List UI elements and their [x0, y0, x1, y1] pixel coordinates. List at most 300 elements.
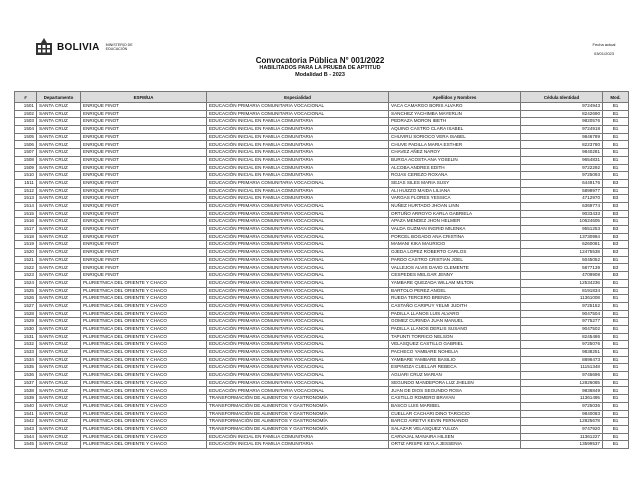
row-number-cell: 1527 [15, 302, 37, 310]
modality-cell: B3 [603, 249, 629, 257]
modality-cell: B1 [603, 387, 629, 395]
name-cell: SEGUNDO MANDEPORA LUZ JHELEN [389, 379, 521, 387]
table-row [15, 133, 629, 141]
modality-cell: B1 [603, 395, 629, 403]
table-row [15, 302, 629, 310]
id-cell: 8191834 [521, 287, 603, 295]
id-cell: 9836849 [521, 387, 603, 395]
department-cell: SANTA CRUZ [37, 210, 81, 218]
name-cell: VACA CAMARGO BORIS ALVARO [389, 103, 521, 111]
row-number-cell: 1538 [15, 387, 37, 395]
column-header: Mod. [603, 92, 629, 103]
row-number-cell: 1536 [15, 372, 37, 380]
institution-cell: ENRIQUE FINOT [81, 179, 207, 187]
table-row [15, 172, 629, 180]
title-line-3: Modalidad B - 2023 [295, 72, 345, 78]
modality-cell: B1 [603, 149, 629, 157]
name-cell: CHUVE PADILLA MARIA ESTHER [389, 141, 521, 149]
results-table [14, 91, 629, 449]
table-row [15, 187, 629, 195]
modality-cell: B1 [603, 118, 629, 126]
institution-cell: ENRIQUE FINOT [81, 210, 207, 218]
modality-cell: B1 [603, 441, 629, 449]
institution-cell: ENRIQUE FINOT [81, 156, 207, 164]
modality-cell: B1 [603, 110, 629, 118]
table-row [15, 141, 629, 149]
table-row [15, 233, 629, 241]
table-row [15, 425, 629, 433]
table-row [15, 156, 629, 164]
id-cell: 9654831 [521, 156, 603, 164]
modality-cell: B1 [603, 425, 629, 433]
institution-cell: ENRIQUE FINOT [81, 103, 207, 111]
specialty-cell: EDUCACIÓN INICIAL EN FAMILIA COMUNITARIA [207, 172, 389, 180]
department-cell: SANTA CRUZ [37, 287, 81, 295]
institution-cell: PLURIETNICA DEL ORIENTE Y CHACO [81, 310, 207, 318]
id-cell: 4712970 [521, 195, 603, 203]
name-cell: PEDRAZA MORON IBETH [389, 118, 521, 126]
modality-cell: B1 [603, 364, 629, 372]
table-row [15, 126, 629, 134]
specialty-cell: EDUCACIÓN PRIMARIA COMUNITARIA VOCACIONAL [207, 310, 389, 318]
id-cell: 5899977 [521, 187, 603, 195]
title-line-1: Convocatoria Pública N° 001/2022 [255, 56, 385, 65]
name-cell: APAZA MENDEZ JHON HELMER [389, 218, 521, 226]
id-cell: 9725076 [521, 341, 603, 349]
id-cell: 9725036 [521, 402, 603, 410]
department-cell: SANTA CRUZ [37, 126, 81, 134]
modality-cell: B1 [603, 187, 629, 195]
department-cell: SANTA CRUZ [37, 110, 81, 118]
specialty-cell: TRANSFORMACIÓN DE ALIMENTOS Y GASTRONOMÍA [207, 410, 389, 418]
institution-cell: ENRIQUE FINOT [81, 172, 207, 180]
specialty-cell: EDUCACIÓN INICIAL EN FAMILIA COMUNITARIA [207, 141, 389, 149]
table-row [15, 372, 629, 380]
table-row [15, 341, 629, 349]
id-cell: 9722292 [521, 164, 603, 172]
id-cell: 13730984 [521, 233, 603, 241]
modality-cell: B3 [603, 226, 629, 234]
table-row [15, 441, 629, 449]
id-cell: 6369774 [521, 202, 603, 210]
department-cell: SANTA CRUZ [37, 425, 81, 433]
id-cell: 8242690 [521, 110, 603, 118]
specialty-cell: EDUCACIÓN PRIMARIA COMUNITARIA VOCACIONAL [207, 233, 389, 241]
specialty-cell: EDUCACIÓN PRIMARIA COMUNITARIA VOCACIONAL [207, 302, 389, 310]
name-cell: BASCO LUIS MARIBEL [389, 402, 521, 410]
specialty-cell: EDUCACIÓN INICIAL EN FAMILIA COMUNITARIA [207, 441, 389, 449]
id-cell: 9840083 [521, 410, 603, 418]
column-header: Cédula Identidad [521, 92, 603, 103]
institution-cell: ENRIQUE FINOT [81, 272, 207, 280]
specialty-cell: EDUCACIÓN PRIMARIA COMUNITARIA VOCACIONAL [207, 218, 389, 226]
row-number-cell: 1526 [15, 295, 37, 303]
row-number-cell: 1506 [15, 141, 37, 149]
document-title [180, 56, 460, 79]
id-cell: 9725093 [521, 172, 603, 180]
modality-cell: B1 [603, 156, 629, 164]
id-cell: 11151348 [521, 364, 603, 372]
name-cell: CUELLAR CACHARI DINO TARCICIO [389, 410, 521, 418]
table-row [15, 241, 629, 249]
name-cell: PACHECO YAMBARE NOHELIA [389, 349, 521, 357]
table-row [15, 110, 629, 118]
name-cell: VALDA GUZMAN INGRID MILENKA [389, 226, 521, 234]
table-row [15, 272, 629, 280]
specialty-cell: EDUCACIÓN PRIMARIA COMUNITARIA VOCACIONAL [207, 372, 389, 380]
id-cell: 12825678 [521, 418, 603, 426]
modality-cell: B1 [603, 410, 629, 418]
modality-cell: B1 [603, 349, 629, 357]
modality-cell: B1 [603, 295, 629, 303]
name-cell: ESPINOZA CUELLAR REBECA [389, 364, 521, 372]
id-cell: 9840281 [521, 149, 603, 157]
name-cell: GOMEZ CURINDA JUAN MANUEL [389, 318, 521, 326]
id-cell: 8245486 [521, 333, 603, 341]
name-cell: OJEDA LOPEZ ROBERTO CARLOS [389, 249, 521, 257]
row-number-cell: 1522 [15, 264, 37, 272]
id-cell: 9846789 [521, 133, 603, 141]
specialty-cell: EDUCACIÓN PRIMARIA COMUNITARIA VOCACIONAL [207, 249, 389, 257]
specialty-cell: EDUCACIÓN PRIMARIA COMUNITARIA VOCACIONAL [207, 210, 389, 218]
table-row [15, 118, 629, 126]
row-number-cell: 1516 [15, 218, 37, 226]
table-body [15, 103, 629, 449]
modality-cell: B1 [603, 256, 629, 264]
modality-cell: B3 [603, 264, 629, 272]
specialty-cell: EDUCACIÓN INICIAL EN FAMILIA COMUNITARIA [207, 133, 389, 141]
name-cell: VALLEJOS ALVIS DAVID CLEMENTE [389, 264, 521, 272]
table-row [15, 149, 629, 157]
department-cell: SANTA CRUZ [37, 341, 81, 349]
department-cell: SANTA CRUZ [37, 164, 81, 172]
institution-cell: ENRIQUE FINOT [81, 149, 207, 157]
department-cell: SANTA CRUZ [37, 349, 81, 357]
department-cell: SANTA CRUZ [37, 325, 81, 333]
table-row [15, 249, 629, 257]
specialty-cell: EDUCACIÓN PRIMARIA COMUNITARIA VOCACIONAL [207, 287, 389, 295]
row-number-cell: 1510 [15, 172, 37, 180]
table-row [15, 349, 629, 357]
date-label: Fecha actual [592, 42, 616, 47]
institution-cell: PLURIETNICA DEL ORIENTE Y CHACO [81, 302, 207, 310]
table-row [15, 418, 629, 426]
department-cell: SANTA CRUZ [37, 433, 81, 441]
name-cell: YAMBARE QUEZADA WILLAM MILTON [389, 279, 521, 287]
row-number-cell: 1520 [15, 249, 37, 257]
department-cell: SANTA CRUZ [37, 141, 81, 149]
modality-cell: B1 [603, 310, 629, 318]
specialty-cell: TRANSFORMACIÓN DE ALIMENTOS Y GASTRONOMÍA [207, 395, 389, 403]
row-number-cell: 1502 [15, 110, 37, 118]
table-row [15, 202, 629, 210]
row-number-cell: 1543 [15, 425, 37, 433]
column-header: ESFM/UA [81, 92, 207, 103]
table-row [15, 264, 629, 272]
department-cell: SANTA CRUZ [37, 264, 81, 272]
name-cell: TAPUNTI TORRICO NELSON [389, 333, 521, 341]
table-row [15, 164, 629, 172]
row-number-cell: 1514 [15, 202, 37, 210]
modality-cell: B1 [603, 302, 629, 310]
institution-cell: ENRIQUE FINOT [81, 126, 207, 134]
institution-cell: ENRIQUE FINOT [81, 249, 207, 257]
institution-cell: PLURIETNICA DEL ORIENTE Y CHACO [81, 325, 207, 333]
id-cell: 8223780 [521, 141, 603, 149]
table-row [15, 179, 629, 187]
id-cell: 9047504 [521, 310, 603, 318]
table-row [15, 103, 629, 111]
row-number-cell: 1542 [15, 418, 37, 426]
column-header: Especialidad [207, 92, 389, 103]
institution-cell: ENRIQUE FINOT [81, 264, 207, 272]
id-cell: 6260081 [521, 241, 603, 249]
id-cell: 9820576 [521, 118, 603, 126]
id-cell: 11361227 [521, 433, 603, 441]
modality-cell: B1 [603, 133, 629, 141]
row-number-cell: 1545 [15, 441, 37, 449]
department-cell: SANTA CRUZ [37, 310, 81, 318]
modality-cell: B3 [603, 272, 629, 280]
department-cell: SANTA CRUZ [37, 379, 81, 387]
institution-cell: PLURIETNICA DEL ORIENTE Y CHACO [81, 387, 207, 395]
institution-cell: PLURIETNICA DEL ORIENTE Y CHACO [81, 433, 207, 441]
modality-cell: B1 [603, 379, 629, 387]
specialty-cell: EDUCACIÓN PRIMARIA COMUNITARIA VOCACIONAL [207, 387, 389, 395]
name-cell: CARVAJAL MANAIRA HILSEN [389, 433, 521, 441]
institution-cell: ENRIQUE FINOT [81, 218, 207, 226]
id-cell: 9551253 [521, 226, 603, 234]
specialty-cell: EDUCACIÓN PRIMARIA COMUNITARIA VOCACIONAL [207, 202, 389, 210]
table-row [15, 364, 629, 372]
department-cell: SANTA CRUZ [37, 202, 81, 210]
row-number-cell: 1513 [15, 195, 37, 203]
department-cell: SANTA CRUZ [37, 402, 81, 410]
name-cell: BARCO AIRETVI KEVIN FERNANDO [389, 418, 521, 426]
modality-cell: B1 [603, 103, 629, 111]
department-cell: SANTA CRUZ [37, 356, 81, 364]
row-number-cell: 1518 [15, 233, 37, 241]
row-number-cell: 1534 [15, 356, 37, 364]
institution-cell: PLURIETNICA DEL ORIENTE Y CHACO [81, 341, 207, 349]
institution-cell: PLURIETNICA DEL ORIENTE Y CHACO [81, 395, 207, 403]
id-cell: 9724943 [521, 103, 603, 111]
name-cell: YAMBARE YAMBARE BASILIO [389, 356, 521, 364]
row-number-cell: 1525 [15, 287, 37, 295]
specialty-cell: EDUCACIÓN INICIAL EN FAMILIA COMUNITARIA [207, 156, 389, 164]
name-cell: PADILLA LLANOS LUIS ALVARO [389, 310, 521, 318]
specialty-cell: EDUCACIÓN PRIMARIA COMUNITARIA VOCACIONAL [207, 256, 389, 264]
ministry-logo [34, 36, 136, 58]
modality-cell: B1 [603, 164, 629, 172]
specialty-cell: EDUCACIÓN PRIMARIA COMUNITARIA VOCACIONAL [207, 103, 389, 111]
row-number-cell: 1521 [15, 256, 37, 264]
department-cell: SANTA CRUZ [37, 418, 81, 426]
modality-cell: B1 [603, 141, 629, 149]
row-number-cell: 1519 [15, 241, 37, 249]
row-number-cell: 1511 [15, 179, 37, 187]
specialty-cell: EDUCACIÓN PRIMARIA COMUNITARIA VOCACIONAL [207, 226, 389, 234]
department-cell: SANTA CRUZ [37, 218, 81, 226]
specialty-cell: EDUCACIÓN PRIMARIA COMUNITARIA VOCACIONAL [207, 279, 389, 287]
row-number-cell: 1509 [15, 164, 37, 172]
row-number-cell: 1524 [15, 279, 37, 287]
modality-cell: B1 [603, 402, 629, 410]
department-cell: SANTA CRUZ [37, 410, 81, 418]
specialty-cell: EDUCACIÓN PRIMARIA COMUNITARIA VOCACIONAL [207, 379, 389, 387]
country-name: BOLIVIA [57, 41, 100, 53]
name-cell: RUEDA TERCERO BRENDA [389, 295, 521, 303]
specialty-cell: EDUCACIÓN PRIMARIA COMUNITARIA VOCACIONAL [207, 241, 389, 249]
id-cell: 5877139 [521, 264, 603, 272]
specialty-cell: EDUCACIÓN PRIMARIA COMUNITARIA VOCACIONAL [207, 341, 389, 349]
name-cell: BURGA ACOSTA ANA YOSELIN [389, 156, 521, 164]
institution-cell: ENRIQUE FINOT [81, 195, 207, 203]
coat-of-arms-icon [34, 37, 54, 57]
specialty-cell: TRANSFORMACIÓN DE ALIMENTOS Y GASTRONOMÍA [207, 425, 389, 433]
specialty-cell: EDUCACIÓN INICIAL EN FAMILIA COMUNITARIA [207, 433, 389, 441]
specialty-cell: TRANSFORMACIÓN DE ALIMENTOS Y GASTRONOMÍA [207, 418, 389, 426]
department-cell: SANTA CRUZ [37, 364, 81, 372]
table-row [15, 379, 629, 387]
row-number-cell: 1540 [15, 402, 37, 410]
department-cell: SANTA CRUZ [37, 133, 81, 141]
specialty-cell: EDUCACIÓN PRIMARIA COMUNITARIA VOCACIONAL [207, 110, 389, 118]
institution-cell: ENRIQUE FINOT [81, 118, 207, 126]
table-row [15, 210, 629, 218]
id-cell: 9838251 [521, 349, 603, 357]
modality-cell: B1 [603, 356, 629, 364]
id-cell: 13599537 [521, 441, 603, 449]
date-value: 03/01/2023 [593, 51, 615, 56]
department-cell: SANTA CRUZ [37, 249, 81, 257]
row-number-cell: 1523 [15, 272, 37, 280]
name-cell: NUÑEZ HURTADO JHOAN LINN [389, 202, 521, 210]
department-cell: SANTA CRUZ [37, 156, 81, 164]
table-row [15, 226, 629, 234]
department-cell: SANTA CRUZ [37, 372, 81, 380]
ministry-name: MINISTERIO DE EDUCACIÓN [105, 43, 133, 51]
modality-cell: B1 [603, 287, 629, 295]
institution-cell: ENRIQUE FINOT [81, 241, 207, 249]
name-cell: MAMANI KIKA MAURICIO [389, 241, 521, 249]
institution-cell: PLURIETNICA DEL ORIENTE Y CHACO [81, 318, 207, 326]
table-row [15, 387, 629, 395]
modality-cell: B1 [603, 218, 629, 226]
table-row [15, 218, 629, 226]
row-number-cell: 1539 [15, 395, 37, 403]
row-number-cell: 1507 [15, 149, 37, 157]
institution-cell: ENRIQUE FINOT [81, 187, 207, 195]
department-cell: SANTA CRUZ [37, 195, 81, 203]
specialty-cell: EDUCACIÓN PRIMARIA COMUNITARIA VOCACIONAL [207, 349, 389, 357]
row-number-cell: 1529 [15, 318, 37, 326]
institution-cell: PLURIETNICA DEL ORIENTE Y CHACO [81, 441, 207, 449]
modality-cell: B1 [603, 341, 629, 349]
specialty-cell: EDUCACIÓN INICIAL EN FAMILIA COMUNITARIA [207, 149, 389, 157]
row-number-cell: 1537 [15, 379, 37, 387]
name-cell: PADILLA LLANOS DERLIS SUSANO [389, 325, 521, 333]
row-number-cell: 1503 [15, 118, 37, 126]
id-cell: 9724918 [521, 126, 603, 134]
table-row [15, 287, 629, 295]
department-cell: SANTA CRUZ [37, 172, 81, 180]
table-header-row [15, 92, 629, 103]
id-cell: 9747920 [521, 425, 603, 433]
id-cell: 9775277 [521, 318, 603, 326]
id-cell: 9047502 [521, 325, 603, 333]
name-cell: PARDO CASTRO CRISTIAN JOEL [389, 256, 521, 264]
institution-cell: ENRIQUE FINOT [81, 164, 207, 172]
modality-cell: B3 [603, 233, 629, 241]
id-cell: 11361008 [521, 295, 603, 303]
name-cell: VARGAS FLORES YESSICA [389, 195, 521, 203]
name-cell: VELASQUEZ CASTILLO GABRIEL [389, 341, 521, 349]
name-cell: CESPEDES MELGAR JENNY [389, 272, 521, 280]
modality-cell: B1 [603, 433, 629, 441]
table-row [15, 295, 629, 303]
department-cell: SANTA CRUZ [37, 295, 81, 303]
row-number-cell: 1505 [15, 133, 37, 141]
row-number-cell: 1515 [15, 210, 37, 218]
column-header: Apellidos y Nombres [389, 92, 521, 103]
row-number-cell: 1531 [15, 333, 37, 341]
institution-cell: PLURIETNICA DEL ORIENTE Y CHACO [81, 372, 207, 380]
id-cell: 10624605 [521, 218, 603, 226]
department-cell: SANTA CRUZ [37, 272, 81, 280]
modality-cell: B1 [603, 333, 629, 341]
id-cell: 12475538 [521, 249, 603, 257]
name-cell: SANCHEZ YACHIMBA MAYERLIN [389, 110, 521, 118]
institution-cell: ENRIQUE FINOT [81, 133, 207, 141]
table-row [15, 410, 629, 418]
table-row [15, 433, 629, 441]
name-cell: ALI HUIZZO MAIDA LILIANA [389, 187, 521, 195]
row-number-cell: 1541 [15, 410, 37, 418]
institution-cell: ENRIQUE FINOT [81, 233, 207, 241]
name-cell: JUAN DE DIOS SEGUNDO ROSA [389, 387, 521, 395]
id-cell: 11361495 [521, 395, 603, 403]
specialty-cell: EDUCACIÓN PRIMARIA COMUNITARIA VOCACIONAL [207, 179, 389, 187]
row-number-cell: 1544 [15, 433, 37, 441]
name-cell: AQUINO CASTRO CLARA ISABEL [389, 126, 521, 134]
name-cell: BARTOLO PEREZ ANGEL [389, 287, 521, 295]
name-cell: CASTILLO ROMERO BRAYAN [389, 395, 521, 403]
modality-cell: B1 [603, 318, 629, 326]
department-cell: SANTA CRUZ [37, 179, 81, 187]
specialty-cell: EDUCACIÓN INICIAL EN FAMILIA COMUNITARIA [207, 187, 389, 195]
name-cell: ORTUÑO ARROYO KARLA GABRIELA [389, 210, 521, 218]
specialty-cell: EDUCACIÓN PRIMARIA COMUNITARIA VOCACIONAL [207, 325, 389, 333]
id-cell: 4709908 [521, 272, 603, 280]
table-row [15, 256, 629, 264]
specialty-cell: EDUCACIÓN PRIMARIA COMUNITARIA VOCACIONAL [207, 264, 389, 272]
department-cell: SANTA CRUZ [37, 302, 81, 310]
institution-cell: PLURIETNICA DEL ORIENTE Y CHACO [81, 418, 207, 426]
modality-cell: B1 [603, 325, 629, 333]
institution-cell: PLURIETNICA DEL ORIENTE Y CHACO [81, 425, 207, 433]
department-cell: SANTA CRUZ [37, 187, 81, 195]
modality-cell: B1 [603, 279, 629, 287]
institution-cell: PLURIETNICA DEL ORIENTE Y CHACO [81, 349, 207, 357]
name-cell: CHAVEZ AÑEZ NAROY [389, 149, 521, 157]
institution-cell: PLURIETNICA DEL ORIENTE Y CHACO [81, 333, 207, 341]
institution-cell: PLURIETNICA DEL ORIENTE Y CHACO [81, 402, 207, 410]
name-cell: PORCEL BOGADO ANA CRISTINA [389, 233, 521, 241]
department-cell: SANTA CRUZ [37, 241, 81, 249]
specialty-cell: EDUCACIÓN PRIMARIA COMUNITARIA VOCACIONAL [207, 272, 389, 280]
specialty-cell: EDUCACIÓN PRIMARIA COMUNITARIA VOCACIONAL [207, 364, 389, 372]
